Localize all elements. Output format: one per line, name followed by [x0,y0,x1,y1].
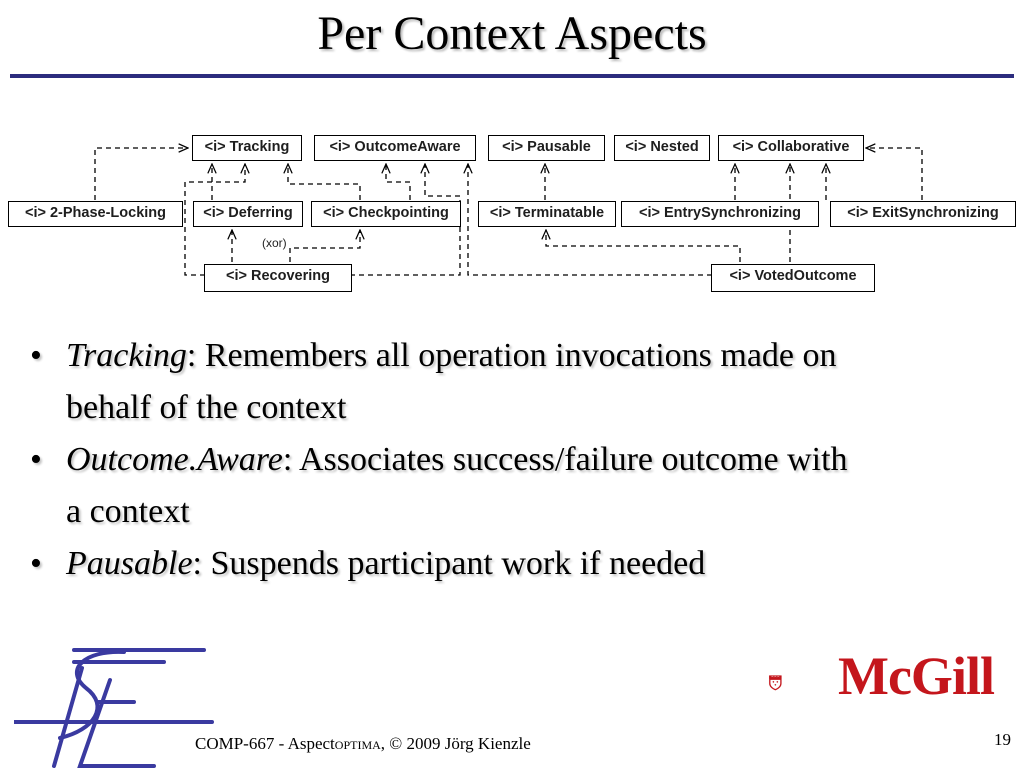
edge-checkpointing-outcomeaware [386,164,410,200]
bullet-term: Outcome.Aware [66,441,283,478]
xor-label: (xor) [262,236,287,250]
page-number: 19 [994,730,1011,749]
box-recovering: <i> Recovering [204,264,352,292]
bullet-term: Tracking [66,337,187,374]
edge-exitsync-collaborative-right [866,148,922,200]
box-outcome-aware: <i> OutcomeAware [314,135,476,161]
edge-recovering-checkpointing [290,230,360,262]
box-nested: <i> Nested [614,135,710,161]
edge-2pl-tracking [95,148,188,200]
footer-optima: OPTIMA [334,738,381,752]
box-deferring: <i> Deferring [193,201,303,227]
bullet-continuation: behalf of the context [66,389,347,426]
slide-title: Per Context Aspects [317,7,707,60]
bullet-text: : Associates success/failure outcome with [282,441,848,478]
footer-course: COMP-667 - Aspect [195,734,335,753]
bullet-item [30,330,1010,434]
box-terminatable: <i> Terminatable [478,201,616,227]
bullet-text: : Suspends participant work if needed [192,545,706,582]
bullet-item [30,434,1010,538]
mcgill-crest-icon [768,650,828,715]
sel-logo [14,640,214,768]
bullet-dot: • [30,441,42,478]
box-entry-synchronizing: <i> EntrySynchronizing [621,201,819,227]
bullet-continuation: a context [66,493,190,530]
bullet-list [30,330,1010,590]
box-pausable: <i> Pausable [488,135,605,161]
bullet-item [30,538,1010,590]
edge-checkpointing-tracking [288,164,360,200]
bullet-text: : Remembers all operation invocations made on [186,337,837,374]
box-checkpointing: <i> Checkpointing [311,201,461,227]
box-2-phase-locking: <i> 2-Phase-Locking [8,201,183,227]
mcgill-wordmark: McGill [838,646,994,706]
bullet-term: Pausable [66,545,193,582]
box-collaborative: <i> Collaborative [718,135,864,161]
box-exit-synchronizing: <i> ExitSynchronizing [830,201,1016,227]
box-tracking: <i> Tracking [192,135,302,161]
box-voted-outcome: <i> VotedOutcome [711,264,875,292]
footer-copyright: , © 2009 Jörg Kienzle [380,734,531,753]
bullet-dot: • [30,545,42,582]
edge-votedoutcome-terminatable [546,230,740,262]
slide-footer [195,734,531,754]
bullet-dot: • [30,337,42,374]
